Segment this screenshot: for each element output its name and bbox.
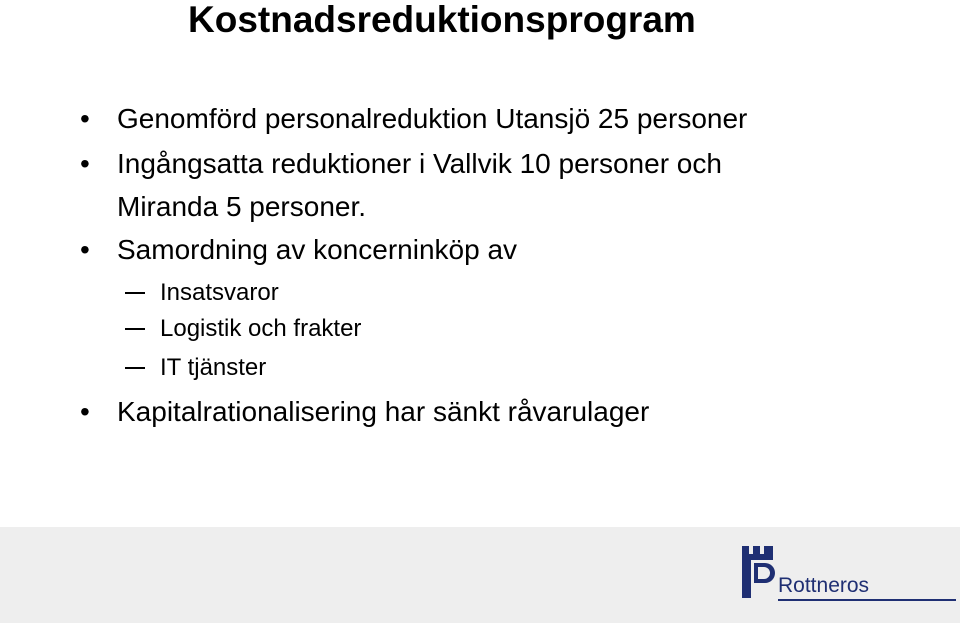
- bullet-text: Genomförd personalreduktion Utansjö 25 personer: [117, 103, 748, 134]
- dash-marker: [125, 367, 145, 369]
- dash-marker: [125, 328, 145, 330]
- sub-item-text: Logistik och frakter: [160, 315, 362, 342]
- logo-wordmark: Rottneros: [778, 574, 870, 597]
- bullet-text: Kapitalrationalisering har sänkt råvarulager: [117, 396, 650, 427]
- bullet-marker: •: [80, 234, 90, 265]
- logo-underline: [778, 599, 956, 601]
- bullet-text: Ingångsatta reduktioner i Vallvik 10 personer och: [117, 148, 722, 179]
- sub-item-text: IT tjänster: [160, 354, 267, 381]
- bullet-marker: •: [80, 148, 90, 179]
- bullet-text-line-2: Miranda 5 personer.: [117, 191, 367, 222]
- bullet-marker: •: [80, 396, 90, 427]
- bullet-marker: •: [80, 103, 90, 134]
- sub-item-text: Insatsvaror: [160, 279, 279, 306]
- bullet-text: Samordning av koncerninköp av: [117, 234, 518, 265]
- dash-marker: [125, 292, 145, 294]
- slide-title: Kostnadsreduktionsprogram: [188, 0, 696, 40]
